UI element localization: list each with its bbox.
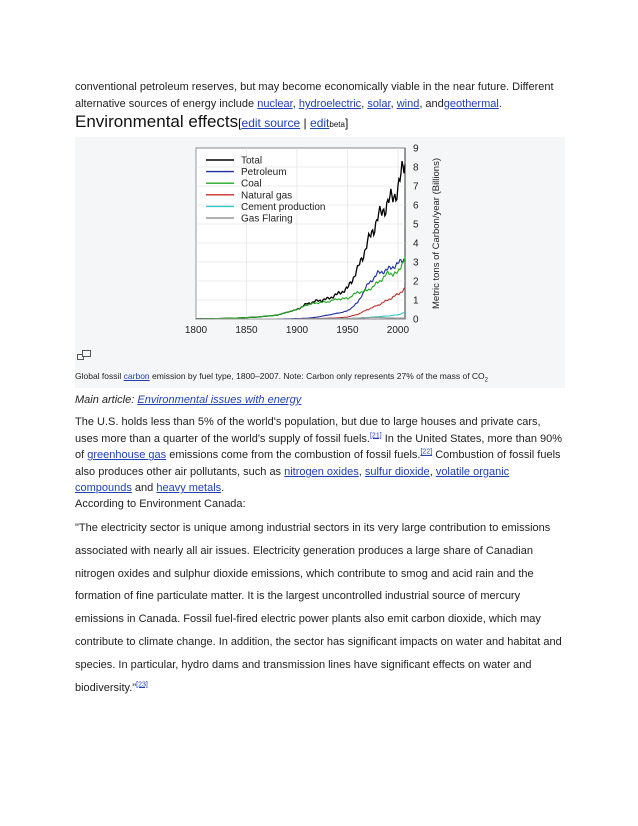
para-text: Combustion of fossil fuels also produces other air pollutants, such as [75, 449, 561, 478]
y-tick-label: 3 [413, 257, 419, 269]
paragraph-usage [75, 414, 565, 497]
legend-entry: Natural gas [241, 190, 293, 202]
link-geothermal[interactable]: geothermal [443, 98, 499, 110]
separator: , [361, 98, 368, 110]
y-tick-label: 1 [413, 295, 419, 307]
link-nitrogen-oxides[interactable]: nitrogen oxides [284, 465, 359, 478]
main-article-link[interactable]: Environmental issues with energy [137, 394, 302, 406]
link-hydroelectric[interactable]: hydroelectric [298, 98, 362, 110]
edit-link[interactable]: edit [310, 116, 330, 130]
x-tick-label: 2000 [386, 325, 410, 336]
link-sulfur-dioxide[interactable]: sulfur dioxide [364, 465, 430, 478]
para-text: The U.S. holds less than 5% of the world's population, but due to large houses and private cars, uses more than a quarter of the world's supply of fossil fuels. [75, 416, 541, 445]
y-tick-label: 9 [413, 143, 419, 155]
separator: and [131, 482, 157, 495]
x-tick-label: 1800 [184, 325, 208, 336]
separator: , [358, 465, 365, 478]
beta-label: beta [329, 120, 345, 129]
y-tick-label: 0 [413, 314, 419, 326]
caption-subscript: 2 [484, 377, 489, 384]
legend-entry: Cement production [241, 201, 326, 213]
x-tick-label: 1950 [336, 325, 359, 336]
edit-links [238, 116, 348, 130]
link-volatile-organic-compounds[interactable]: volatile organic compounds [75, 465, 510, 495]
figure-caption [75, 370, 565, 387]
edit-source-link[interactable]: edit source [241, 116, 301, 130]
intro-paragraph [75, 79, 565, 113]
separator: , [390, 98, 397, 110]
legend-entry: Coal [241, 178, 262, 190]
x-tick-label: 1900 [285, 325, 309, 336]
bracket: ] [344, 116, 349, 130]
separator: | [300, 116, 311, 130]
separator: , [292, 98, 299, 110]
ref-23[interactable]: [23] [136, 680, 148, 688]
link-greenhouse-gas[interactable]: greenhouse gas [87, 449, 167, 462]
caption-text: emission by fuel type, 1800–2007. Note: Carbon only represents 27% of the mass of CO [149, 371, 485, 381]
link-wind[interactable]: wind [396, 98, 420, 110]
link-nuclear[interactable]: nuclear [257, 98, 293, 110]
para-text: emissions come from the combustion of fossil fuels. [166, 449, 421, 462]
period: . [498, 98, 502, 110]
main-article-note [75, 392, 301, 408]
according-line: According to Environment Canada: [75, 498, 246, 510]
separator: , [429, 465, 436, 478]
y-tick-label: 7 [413, 181, 419, 193]
main-article-label: Main article: [75, 394, 138, 406]
section-heading [75, 110, 565, 137]
period: . [221, 482, 225, 495]
y-tick-label: 2 [413, 276, 419, 288]
emissions-chart[interactable] [75, 137, 565, 347]
ref-21[interactable]: [21] [369, 431, 382, 439]
quote-paragraph [75, 517, 567, 699]
link-heavy-metals[interactable]: heavy metals [156, 482, 222, 495]
link-carbon[interactable]: carbon [123, 371, 150, 381]
enlarge-icon[interactable] [77, 350, 91, 360]
quote-text: "The electricity sector is unique among industrial sectors in its very large contribution to emissions associated with nearly all air issues. Electricity generation produces a large share of Canadian nitrogen oxides and sulphur dioxide emissions, which contribute to smog and acid rain and the formation of fine particulate matter. It is the largest uncontrolled industrial source of mercury emissions in Canada. Fossil fuel-fired electric power plants also emit carbon dioxide, which may contribute to climate change. In addition, the sector has significant impacts on water and habitat and species. In particular, hydro dams and transmission lines have significant effects on water and biodiversity." [75, 522, 562, 694]
section-title: Environmental effects [75, 112, 239, 131]
y-tick-label: 6 [413, 200, 419, 212]
intro-text: conventional petroleum reserves, but may become economically viable in the near future. Different alternative sources of energy include [75, 81, 554, 110]
caption-text: Global fossil [75, 371, 124, 381]
bracket: [ [238, 116, 242, 130]
separator: , and [419, 98, 444, 110]
ref-22[interactable]: [22] [420, 448, 433, 456]
legend-entry: Gas Flaring [241, 213, 293, 225]
figure-thumbnail [75, 137, 565, 388]
y-tick-label: 5 [413, 219, 419, 231]
x-tick-label: 1850 [235, 325, 258, 336]
y-axis-label: Metric tons of Carbon/year (Billions) [431, 158, 442, 309]
link-solar[interactable]: solar [367, 98, 391, 110]
legend-entry: Total [241, 155, 263, 167]
para-text: In the United States, more than 90% of [75, 432, 563, 462]
y-tick-label: 8 [413, 162, 419, 174]
y-tick-label: 4 [413, 238, 419, 250]
legend-entry: Petroleum [241, 167, 287, 179]
